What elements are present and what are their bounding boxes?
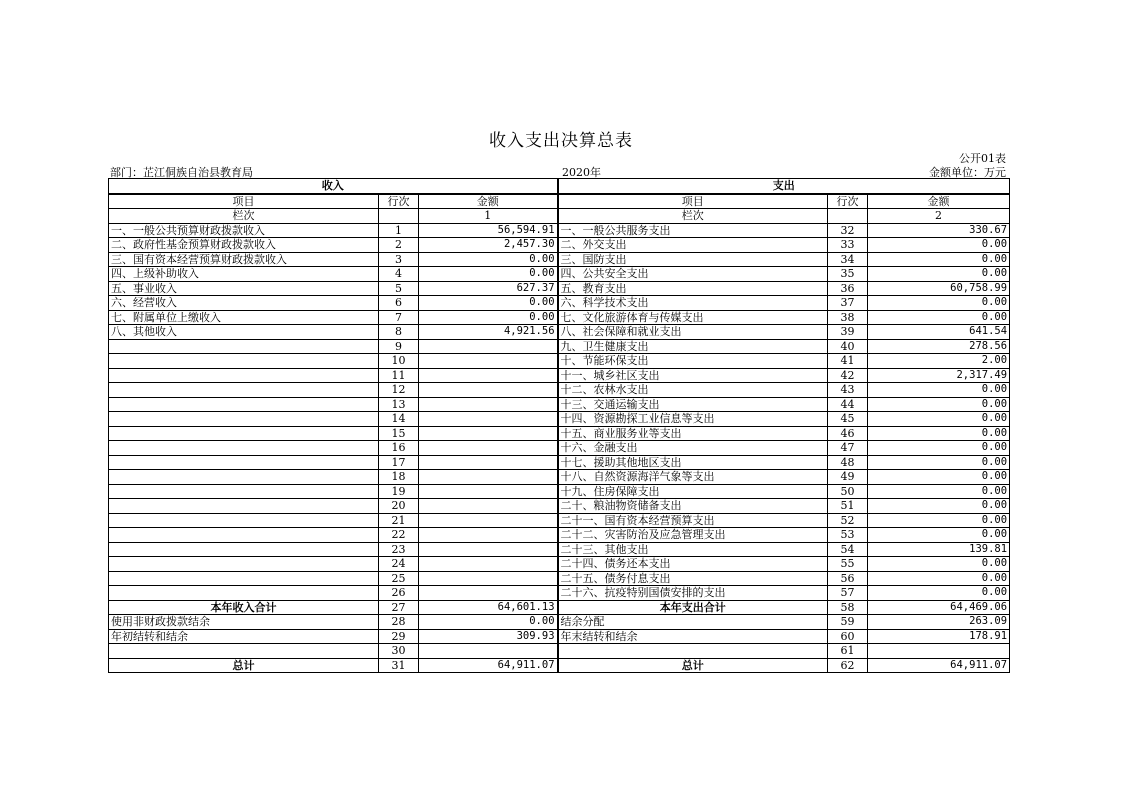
income-item-cell [109, 455, 379, 470]
expense-line-cell: 42 [828, 368, 868, 383]
expense-line-cell: 51 [828, 499, 868, 514]
table-row [109, 281, 1010, 296]
income-line-cell: 5 [379, 281, 419, 296]
column-header-row [109, 194, 1010, 209]
income-amount-cell [419, 484, 558, 499]
table-row [109, 267, 1010, 282]
income-amount-cell: 0.00 [419, 267, 558, 282]
report-title: 收入支出决算总表 [489, 131, 633, 151]
expense-line-cell: 47 [828, 441, 868, 456]
expense-line-cell: 40 [828, 339, 868, 354]
expense-amount-cell: 0.00 [868, 383, 1010, 398]
income-item-cell [109, 412, 379, 427]
table-row [109, 484, 1010, 499]
expense-line-cell: 60 [828, 629, 868, 644]
income-amount-cell [419, 354, 558, 369]
income-line-cell: 18 [379, 470, 419, 485]
expense-line-cell: 37 [828, 296, 868, 311]
expense-item-cell: 本年支出合计 [558, 600, 828, 615]
expense-line-cell: 56 [828, 571, 868, 586]
expense-line-cell: 45 [828, 412, 868, 427]
expense-item-cell: 二十一、国有资本经营预算支出 [558, 513, 828, 528]
expense-line-cell: 50 [828, 484, 868, 499]
table-row [109, 383, 1010, 398]
income-amount-cell [419, 339, 558, 354]
expense-item-cell: 十一、城乡社区支出 [558, 368, 828, 383]
income-amount-cell: 0.00 [419, 296, 558, 311]
table-row [109, 252, 1010, 267]
expense-amount-cell: 0.00 [868, 238, 1010, 253]
expense-amount-cell: 0.00 [868, 267, 1010, 282]
expense-amount-cell: 0.00 [868, 310, 1010, 325]
income-amount-cell: 56,594.91 [419, 223, 558, 238]
expense-amount-cell: 60,758.99 [868, 281, 1010, 296]
income-line-cell: 30 [379, 644, 419, 659]
table-row [109, 354, 1010, 369]
expense-amount-cell: 0.00 [868, 513, 1010, 528]
income-amount-cell: 0.00 [419, 615, 558, 630]
income-section-label: 收入 [109, 179, 558, 194]
form-code: 公开01表 [959, 152, 1006, 165]
expense-amount-cell: 178.91 [868, 629, 1010, 644]
income-expense-table [108, 178, 1010, 673]
expense-line-cell: 58 [828, 600, 868, 615]
income-amount-cell: 627.37 [419, 281, 558, 296]
income-amount-cell [419, 499, 558, 514]
income-line-cell: 15 [379, 426, 419, 441]
expense-amount-cell: 0.00 [868, 586, 1010, 601]
expense-amount-cell: 0.00 [868, 528, 1010, 543]
expense-amount-cell: 0.00 [868, 412, 1010, 427]
expense-item-cell: 十五、商业服务业等支出 [558, 426, 828, 441]
expense-item-cell: 十二、农林水支出 [558, 383, 828, 398]
income-item-cell: 七、附属单位上缴收入 [109, 310, 379, 325]
income-item-cell: 本年收入合计 [109, 600, 379, 615]
expense-item-cell: 二十、粮油物资储备支出 [558, 499, 828, 514]
expense-amount-cell: 0.00 [868, 252, 1010, 267]
expense-amount-cell: 0.00 [868, 484, 1010, 499]
expense-column-number: 2 [868, 209, 1010, 224]
income-amount-cell [419, 470, 558, 485]
expense-amount-cell: 0.00 [868, 441, 1010, 456]
table-row [109, 528, 1010, 543]
expense-amount-cell: 2,317.49 [868, 368, 1010, 383]
income-amount-cell [419, 397, 558, 412]
income-line-cell: 17 [379, 455, 419, 470]
table-row [109, 412, 1010, 427]
income-line-cell: 22 [379, 528, 419, 543]
table-row [109, 441, 1010, 456]
income-line-cell: 11 [379, 368, 419, 383]
income-amount-cell [419, 586, 558, 601]
table-row [109, 397, 1010, 412]
income-line-cell: 1 [379, 223, 419, 238]
expense-line-cell: 61 [828, 644, 868, 659]
expense-item-cell: 十三、交通运输支出 [558, 397, 828, 412]
income-line-cell: 10 [379, 354, 419, 369]
expense-line-cell: 46 [828, 426, 868, 441]
table-row [109, 586, 1010, 601]
income-line-cell: 14 [379, 412, 419, 427]
expense-item-cell: 十九、住房保障支出 [558, 484, 828, 499]
table-row [109, 571, 1010, 586]
income-amount-cell [419, 644, 558, 659]
income-column-blank [379, 209, 419, 224]
expense-line-cell: 41 [828, 354, 868, 369]
expense-item-cell: 四、公共安全支出 [558, 267, 828, 282]
report-year: 2020年 [562, 166, 601, 179]
expense-line-cell: 32 [828, 223, 868, 238]
expense-line-cell: 52 [828, 513, 868, 528]
table-row [109, 426, 1010, 441]
income-item-cell [109, 383, 379, 398]
income-amount-cell: 4,921.56 [419, 325, 558, 340]
expense-item-cell: 一、一般公共服务支出 [558, 223, 828, 238]
expense-item-cell: 十、节能环保支出 [558, 354, 828, 369]
expense-line-cell: 55 [828, 557, 868, 572]
income-amount-cell [419, 441, 558, 456]
expense-item-cell: 六、科学技术支出 [558, 296, 828, 311]
income-line-cell: 28 [379, 615, 419, 630]
table-row [109, 455, 1010, 470]
income-line-cell: 27 [379, 600, 419, 615]
table-row [109, 470, 1010, 485]
expense-amount-cell: 0.00 [868, 426, 1010, 441]
income-item-cell: 五、事业收入 [109, 281, 379, 296]
department-label: 部门：芷江侗族自治县教育局 [110, 166, 253, 179]
expense-item-cell: 十七、援助其他地区支出 [558, 455, 828, 470]
expense-item-cell: 十六、金融支出 [558, 441, 828, 456]
expense-item-cell: 七、文化旅游体育与传媒支出 [558, 310, 828, 325]
income-item-cell: 总计 [109, 658, 379, 673]
expense-line-cell: 44 [828, 397, 868, 412]
income-amount-cell [419, 513, 558, 528]
income-amount-cell: 64,911.07 [419, 658, 558, 673]
income-item-cell: 一、一般公共预算财政拨款收入 [109, 223, 379, 238]
expense-amount-cell: 641.54 [868, 325, 1010, 340]
expense-amount-cell: 0.00 [868, 397, 1010, 412]
expense-item-cell: 总计 [558, 658, 828, 673]
amount-unit: 金额单位：万元 [929, 166, 1006, 179]
expense-line-cell: 49 [828, 470, 868, 485]
income-line-cell: 12 [379, 383, 419, 398]
expense-amount-cell: 330.67 [868, 223, 1010, 238]
table-row [109, 296, 1010, 311]
table-row [109, 310, 1010, 325]
income-amount-header: 金额 [419, 194, 558, 209]
expense-column-label: 栏次 [558, 209, 828, 224]
income-item-cell [109, 644, 379, 659]
income-column-number: 1 [419, 209, 558, 224]
income-item-cell [109, 513, 379, 528]
income-item-cell: 四、上级补助收入 [109, 267, 379, 282]
income-item-cell [109, 441, 379, 456]
income-item-cell [109, 368, 379, 383]
expense-item-cell: 三、国防支出 [558, 252, 828, 267]
income-line-cell: 13 [379, 397, 419, 412]
expense-item-cell: 十八、自然资源海洋气象等支出 [558, 470, 828, 485]
expense-line-cell: 57 [828, 586, 868, 601]
income-line-cell: 26 [379, 586, 419, 601]
income-amount-cell [419, 368, 558, 383]
income-amount-cell [419, 412, 558, 427]
expense-line-cell: 36 [828, 281, 868, 296]
expense-item-header: 项目 [558, 194, 828, 209]
expense-item-cell: 二、外交支出 [558, 238, 828, 253]
expense-line-cell: 48 [828, 455, 868, 470]
table-row [109, 615, 1010, 630]
income-item-cell [109, 484, 379, 499]
expense-line-cell: 54 [828, 542, 868, 557]
expense-item-cell: 九、卫生健康支出 [558, 339, 828, 354]
income-amount-cell: 309.93 [419, 629, 558, 644]
table-row [109, 513, 1010, 528]
expense-amount-cell: 278.56 [868, 339, 1010, 354]
table-row [109, 600, 1010, 615]
expense-item-cell: 五、教育支出 [558, 281, 828, 296]
expense-amount-cell: 2.00 [868, 354, 1010, 369]
expense-line-cell: 35 [828, 267, 868, 282]
table-row [109, 325, 1010, 340]
expense-amount-header: 金额 [868, 194, 1010, 209]
income-amount-cell: 2,457.30 [419, 238, 558, 253]
income-amount-cell: 0.00 [419, 310, 558, 325]
expense-item-cell: 年末结转和结余 [558, 629, 828, 644]
expense-amount-cell: 0.00 [868, 571, 1010, 586]
expense-item-cell: 二十二、灾害防治及应急管理支出 [558, 528, 828, 543]
table-row [109, 644, 1010, 659]
expense-item-cell: 二十六、抗疫特别国债安排的支出 [558, 586, 828, 601]
income-line-cell: 7 [379, 310, 419, 325]
income-line-header: 行次 [379, 194, 419, 209]
income-item-cell [109, 557, 379, 572]
income-line-cell: 3 [379, 252, 419, 267]
table-row [109, 557, 1010, 572]
table-row [109, 238, 1010, 253]
income-amount-cell [419, 542, 558, 557]
column-index-row [109, 209, 1010, 224]
income-line-cell: 21 [379, 513, 419, 528]
expense-amount-cell: 139.81 [868, 542, 1010, 557]
income-item-cell: 八、其他收入 [109, 325, 379, 340]
income-amount-cell [419, 528, 558, 543]
table-row [109, 223, 1010, 238]
expense-amount-cell: 0.00 [868, 499, 1010, 514]
income-line-cell: 31 [379, 658, 419, 673]
expense-amount-cell: 0.00 [868, 557, 1010, 572]
income-item-cell [109, 339, 379, 354]
expense-column-blank [828, 209, 868, 224]
income-amount-cell [419, 455, 558, 470]
expense-item-cell [558, 644, 828, 659]
expense-item-cell: 结余分配 [558, 615, 828, 630]
income-line-cell: 16 [379, 441, 419, 456]
expense-item-cell: 十四、资源勘探工业信息等支出 [558, 412, 828, 427]
expense-line-cell: 38 [828, 310, 868, 325]
table-row [109, 368, 1010, 383]
expense-line-cell: 34 [828, 252, 868, 267]
table-row [109, 658, 1010, 673]
income-item-cell: 使用非财政拨款结余 [109, 615, 379, 630]
income-item-cell: 二、政府性基金预算财政拨款收入 [109, 238, 379, 253]
expense-amount-cell: 64,469.06 [868, 600, 1010, 615]
table-row [109, 499, 1010, 514]
income-line-cell: 20 [379, 499, 419, 514]
income-item-cell [109, 354, 379, 369]
income-amount-cell: 64,601.13 [419, 600, 558, 615]
expense-amount-cell: 0.00 [868, 470, 1010, 485]
income-amount-cell [419, 571, 558, 586]
income-line-cell: 23 [379, 542, 419, 557]
income-item-cell [109, 426, 379, 441]
expense-amount-cell: 0.00 [868, 455, 1010, 470]
income-line-cell: 9 [379, 339, 419, 354]
expense-line-cell: 59 [828, 615, 868, 630]
expense-line-cell: 39 [828, 325, 868, 340]
table-row [109, 542, 1010, 557]
income-item-cell [109, 542, 379, 557]
expense-amount-cell: 263.09 [868, 615, 1010, 630]
expense-line-header: 行次 [828, 194, 868, 209]
income-line-cell: 8 [379, 325, 419, 340]
expense-item-cell: 二十三、其他支出 [558, 542, 828, 557]
income-item-cell: 三、国有资本经营预算财政拨款收入 [109, 252, 379, 267]
income-item-header: 项目 [109, 194, 379, 209]
income-item-cell [109, 528, 379, 543]
income-column-label: 栏次 [109, 209, 379, 224]
income-item-cell: 六、经营收入 [109, 296, 379, 311]
expense-line-cell: 53 [828, 528, 868, 543]
expense-line-cell: 33 [828, 238, 868, 253]
section-header-row [109, 179, 1010, 194]
income-line-cell: 24 [379, 557, 419, 572]
income-line-cell: 2 [379, 238, 419, 253]
expense-item-cell: 二十五、债务付息支出 [558, 571, 828, 586]
expense-amount-cell [868, 644, 1010, 659]
income-line-cell: 6 [379, 296, 419, 311]
income-line-cell: 4 [379, 267, 419, 282]
income-amount-cell [419, 557, 558, 572]
income-amount-cell: 0.00 [419, 252, 558, 267]
expense-item-cell: 八、社会保障和就业支出 [558, 325, 828, 340]
income-amount-cell [419, 426, 558, 441]
table-row [109, 339, 1010, 354]
income-item-cell: 年初结转和结余 [109, 629, 379, 644]
income-line-cell: 29 [379, 629, 419, 644]
income-line-cell: 25 [379, 571, 419, 586]
income-item-cell [109, 499, 379, 514]
expense-amount-cell: 0.00 [868, 296, 1010, 311]
income-item-cell [109, 397, 379, 412]
table-row [109, 629, 1010, 644]
income-line-cell: 19 [379, 484, 419, 499]
income-item-cell [109, 470, 379, 485]
expense-section-label: 支出 [558, 179, 1010, 194]
income-amount-cell [419, 383, 558, 398]
income-item-cell [109, 571, 379, 586]
expense-item-cell: 二十四、债务还本支出 [558, 557, 828, 572]
expense-line-cell: 43 [828, 383, 868, 398]
income-item-cell [109, 586, 379, 601]
expense-line-cell: 62 [828, 658, 868, 673]
expense-amount-cell: 64,911.07 [868, 658, 1010, 673]
